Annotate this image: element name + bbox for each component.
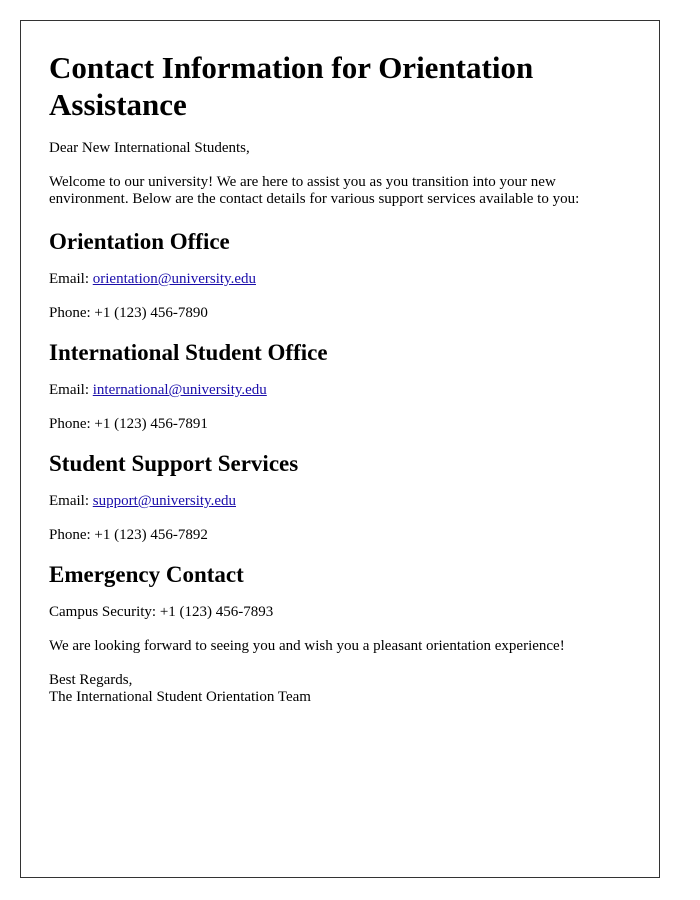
orientation-office-email-line [49, 271, 631, 288]
support-services-phone-line [49, 527, 631, 544]
section-heading-emergency-contact: Emergency Contact [49, 562, 244, 587]
orientation-office-phone-line [49, 305, 631, 322]
phone-label: Phone: [49, 527, 91, 543]
section-heading-international-student-office: International Student Office [49, 340, 328, 365]
section-heading-student-support-services: Student Support Services [49, 451, 299, 476]
page-title: Contact Information for Orientation Assistance [49, 50, 534, 122]
international-office-phone: +1 (123) 456-7891 [94, 416, 208, 432]
campus-security-phone: +1 (123) 456-7893 [159, 604, 274, 620]
campus-security-label: Campus Security: [49, 604, 157, 620]
signoff-block [49, 672, 631, 706]
closing-paragraph: We are looking forward to seeing you and wish you a pleasant orientation experience! [49, 638, 565, 654]
orientation-office-phone: +1 (123) 456-7890 [94, 305, 208, 321]
phone-label: Phone: [49, 305, 91, 321]
international-office-email-link[interactable]: international@university.edu [92, 382, 267, 398]
greeting: Dear New International Students, [49, 140, 250, 156]
signoff: Best Regards, [49, 672, 133, 688]
support-services-phone: +1 (123) 456-7892 [94, 527, 208, 543]
email-label: Email: [49, 271, 89, 287]
campus-security-line [49, 604, 631, 621]
international-office-email-line [49, 382, 631, 399]
email-label: Email: [49, 493, 89, 509]
support-services-email-line [49, 493, 631, 510]
international-office-phone-line [49, 416, 631, 433]
section-heading-orientation-office: Orientation Office [49, 229, 230, 254]
phone-label: Phone: [49, 416, 91, 432]
letter-page [20, 20, 660, 878]
orientation-office-email-link[interactable]: orientation@university.edu [92, 271, 256, 287]
signature: The International Student Orientation Team [49, 689, 311, 705]
email-label: Email: [49, 382, 89, 398]
support-services-email-link[interactable]: support@university.edu [92, 493, 236, 509]
intro-paragraph: Welcome to our university! We are here to assist you as you transition into your new environment. Below are the contact details for various support services available to you: [49, 174, 580, 207]
